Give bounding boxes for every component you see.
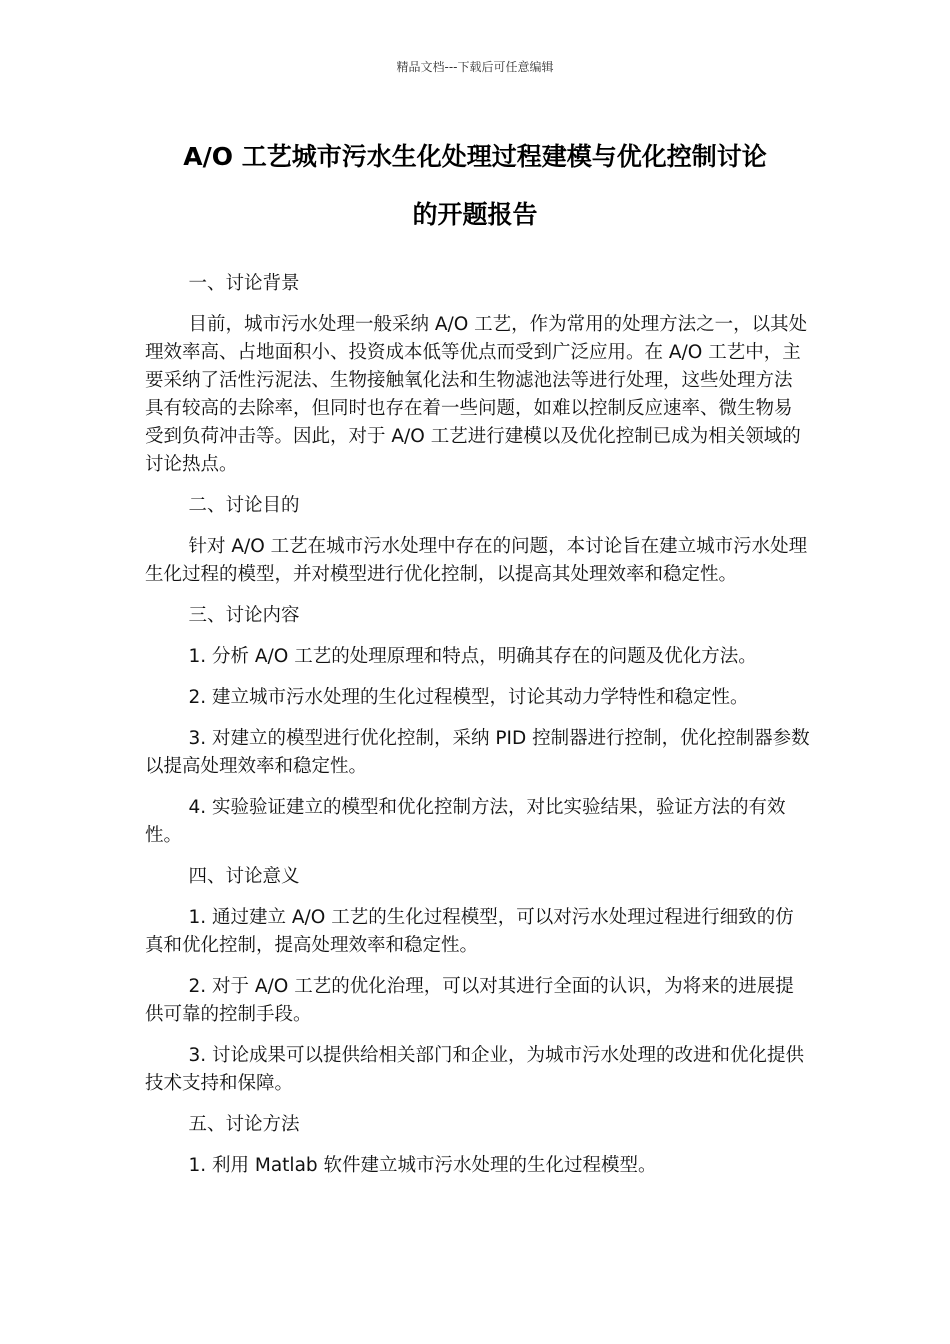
paragraph: 目前，城市污水处理一般采纳 A/O 工艺，作为常用的处理方法之一，以其处理效率高、占地面积小、投资成本低等优点而受到广泛应用。在 A/O 工艺中，主要采纳了活性污泥法、生物接触氧化法和生物滤池法等进行处理，这些处理方法具有较高的去除率，但同时也存在着一些问题，如难以控制反应速率、微生物易受到负荷冲击等。因此，对于 A/O 工艺进行建模以及优化控制已成为相关领域的讨论热点。 bbox=[145, 314, 808, 475]
section-heading-content: 三、讨论内容 bbox=[188, 605, 300, 626]
list-item: 1. 分析 A/O 工艺的处理原理和特点，明确其存在的问题及优化方法。 bbox=[188, 646, 757, 667]
section-heading-background: 一、讨论背景 bbox=[188, 273, 300, 294]
list-item: 2. 对于 A/O 工艺的优化治理，可以对其进行全面的认识，为将来的进展提供可靠的控制手段。 bbox=[145, 976, 794, 1025]
list-item: 1. 利用 Matlab 软件建立城市污水处理的生化过程模型。 bbox=[188, 1155, 657, 1176]
document-title bbox=[120, 128, 830, 244]
list-item: 3. 对建立的模型进行优化控制，采纳 PID 控制器进行控制，优化控制器参数以提高处理效率和稳定性。 bbox=[145, 728, 810, 777]
list-item: 3. 讨论成果可以提供给相关部门和企业，为城市污水处理的改进和优化提供技术支持和保障。 bbox=[145, 1045, 805, 1094]
list-item: 4. 实验验证建立的模型和优化控制方法，对比实验结果，验证方法的有效性。 bbox=[145, 797, 786, 846]
document-body bbox=[145, 270, 810, 1193]
list-item: 2. 建立城市污水处理的生化过程模型，讨论其动力学特性和稳定性。 bbox=[188, 687, 749, 708]
section-heading-significance: 四、讨论意义 bbox=[188, 866, 300, 887]
page-header: 精品文档---下载后可任意编辑 bbox=[396, 60, 554, 74]
section-heading-purpose: 二、讨论目的 bbox=[188, 495, 300, 516]
section-heading-methods: 五、讨论方法 bbox=[188, 1114, 300, 1135]
paragraph: 针对 A/O 工艺在城市污水处理中存在的问题，本讨论旨在建立城市污水处理生化过程的模型，并对模型进行优化控制，以提高其处理效率和稳定性。 bbox=[145, 536, 808, 585]
title-line-1: A/O 工艺城市污水生化处理过程建模与优化控制讨论 bbox=[183, 142, 767, 171]
list-item: 1. 通过建立 A/O 工艺的生化过程模型，可以对污水处理过程进行细致的仿真和优化控制，提高处理效率和稳定性。 bbox=[145, 907, 794, 956]
title-line-2: 的开题报告 bbox=[412, 200, 538, 229]
